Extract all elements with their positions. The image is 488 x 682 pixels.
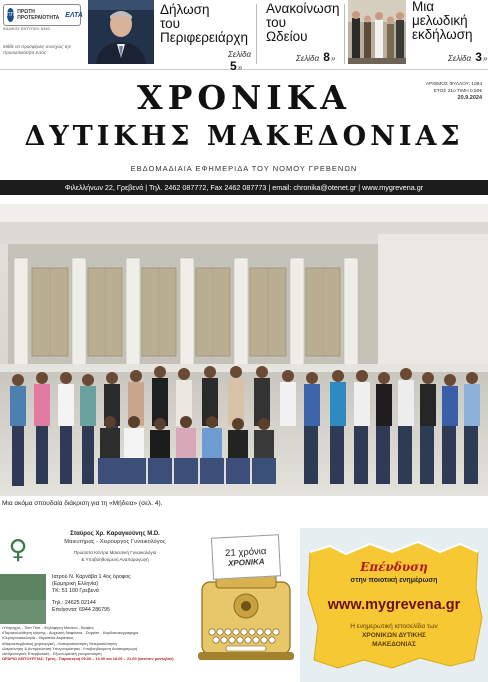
teaser-page [228,50,251,73]
female-symbol-icon: ♀ [8,535,28,565]
event-photo [348,0,406,64]
service-item: •Μικροεπεμβατική χειρουργική - Λαπαροσκόπηση Υστεροσκόπηση [2,640,117,646]
postal-stamp [3,4,83,38]
doctor-phone-block [0,600,194,624]
chevron-right-icon: » [482,54,488,63]
ad-21-paper [211,534,281,580]
address-line1: Ιατρού Ν. Καρνάβα 1 4ος όροφος [52,574,131,580]
chevron-right-icon: » [330,54,336,63]
elta-logo: ΕΛΤΑ [65,11,83,19]
phone-swatch [0,600,46,624]
governor-photo [88,0,154,64]
doctor-address-block [0,574,194,600]
ad-21-brand: ΧΡΟΝΙΚΑ [227,557,265,568]
photo-caption: Μια ακόμα σπουδαία διάκριση για τη «Μήδεια» (σελ. 4). [2,500,163,507]
issue-info [426,82,482,102]
masthead-title-line2: ΔΥΤΙΚΗΣ ΜΑΚΕΔΟΝΙΑΣ [24,121,464,152]
teaser-title: Μια μελωδική εκδήλωση [412,0,473,42]
postal-logo-icon: ΠΠ [7,8,14,22]
teaser-conservatory[interactable] [262,0,342,70]
page-number: 8 [323,50,330,64]
doctor-mobile: Επείγοντα: 6944 286795 [52,606,110,613]
address-line2: (Ερμηρική Ελληνία) [52,580,98,587]
teaser-page [296,50,335,64]
issue-number: ΑΡΙΘΜΟΣ ΦΥΛΛΟΥ: 1084 [425,82,482,87]
ad-tagline: στην ποιοτική ενημέρωση [350,577,438,584]
page-label: Σελίδα [228,50,252,59]
ad-url-link[interactable]: www.mygrevena.gr [327,597,461,613]
contact-bar: Φιλελλήνων 22, Γρεβενά | Τηλ. 2462 087772, Fax 2462 087773 | email: chronika@otenet.gr | www.mygrevena.gr [0,180,488,195]
ad-21-years[interactable] [196,528,296,682]
postal-code: ΚΩΔΙΚΟΣ ΕΝΤΥΠΟΥ: 6463 [3,27,50,31]
page-number: 3 [475,50,482,64]
service-item: •Ανδρολογικές Επεμβατικές - Εξωσωματική γονιμοποίηση [2,651,102,657]
teaser-title: Δήλωση του Περιφερειάρχη [160,2,248,45]
address-line3: ΤΚ: 51 100 Γρεβενά [52,587,99,594]
doctor-role-line2: Πρώτιστα Κέντρα Μαιευτική Γυναικολόγια [73,550,157,555]
doctor-role-line3: & Υποβοηθούμενη Αναπαραγωγή [81,557,149,562]
issue-date: 20.9.2024 [457,95,482,101]
doctor-name: Σταύρος Χρ. Καραγκούνης M.D. [70,531,160,537]
ad-desc-line2: ΧΡΟΝΙΚΩΝ ΔΥΤΙΚΗΣ [362,632,426,639]
doctor-services [2,625,192,661]
ad-desc-line1: Η ενημερωτική ιστοσελίδα των [350,623,438,630]
teaser-divider [256,4,257,64]
teaser-title: Ανακοίνωση του Ωδείου [266,1,340,44]
masthead-title-line1: ΧΡΟΝΙΚΑ [136,78,352,117]
service-item: •Ουρογυναικολογία - Θεραπεία Ακράτειας [2,635,74,641]
service-item: •Υπέρηχος - Τέστ Παπ - Ψηλάφηση Μαστού - Βιοψίες [2,625,94,630]
teaser-page [448,50,487,64]
postal-mark: ΠΡΩΤΗ ΠΡΟΤΕΡΑΙΟΤΗΤΑ [17,9,60,21]
page-label: Σελίδα [448,54,472,63]
service-item: •Διερεύνηση & Αντιμετώπιση Υπογονιμότητας -Υποβοηθούμενη Αναπαραγωγή [2,645,138,651]
address-swatch [0,574,46,600]
top-teaser-strip [0,0,488,73]
doctor-phone: Τηλ.: 24625 02144 [52,600,96,606]
top-note: Μάθε να προσφέρεις συνεχώς την προσωπικότητα εντός [3,44,71,55]
ad-gynecologist[interactable] [0,528,194,682]
ad-desc-line3: ΜΑΚΕΔΟΝΙΑΣ [372,641,416,648]
page-number: 5 [230,59,237,73]
masthead [0,78,488,178]
teaser-governor[interactable] [88,0,252,73]
ad-headline: Επένδυση [360,560,428,574]
issue-year-price: ΕΤΟΣ 21ο ΤΙΜΗ 0,50€ [433,88,482,94]
masthead-subtitle: ΕΒΔΟΜΑΔΙΑΙΑ ΕΦΗΜΕΡΙΔΑ ΤΟΥ ΝΟΜΟΥ ΓΡΕΒΕΝΩΝ [130,164,358,173]
office-hours: ΩΡΑΡΙΟ ΛΕΙΤΟΥΡΓΙΑΣ: Τρίτη - Παρασκευή 09.00 – 13.00 και 18.00 – 21.00 (κατόπιν ραντεβού) [2,656,174,662]
teaser-melodic-event[interactable] [348,0,488,70]
doctor-role: Μαιευτήρας - Χειρουργος Γυναικολόγος [64,539,166,545]
teaser-divider [344,4,345,64]
chevron-right-icon: » [237,63,243,72]
page-label: Σελίδα [296,54,320,63]
ad-21-years-text: 21 χρόνια [224,545,267,560]
service-item: •Παρακολούθηση κύησης - Αυχενική διαφάνεια - Doppler - Καρδιοτοκογράφημα [2,630,139,636]
main-photo [0,204,488,496]
ad-mygrevena[interactable] [300,528,488,682]
